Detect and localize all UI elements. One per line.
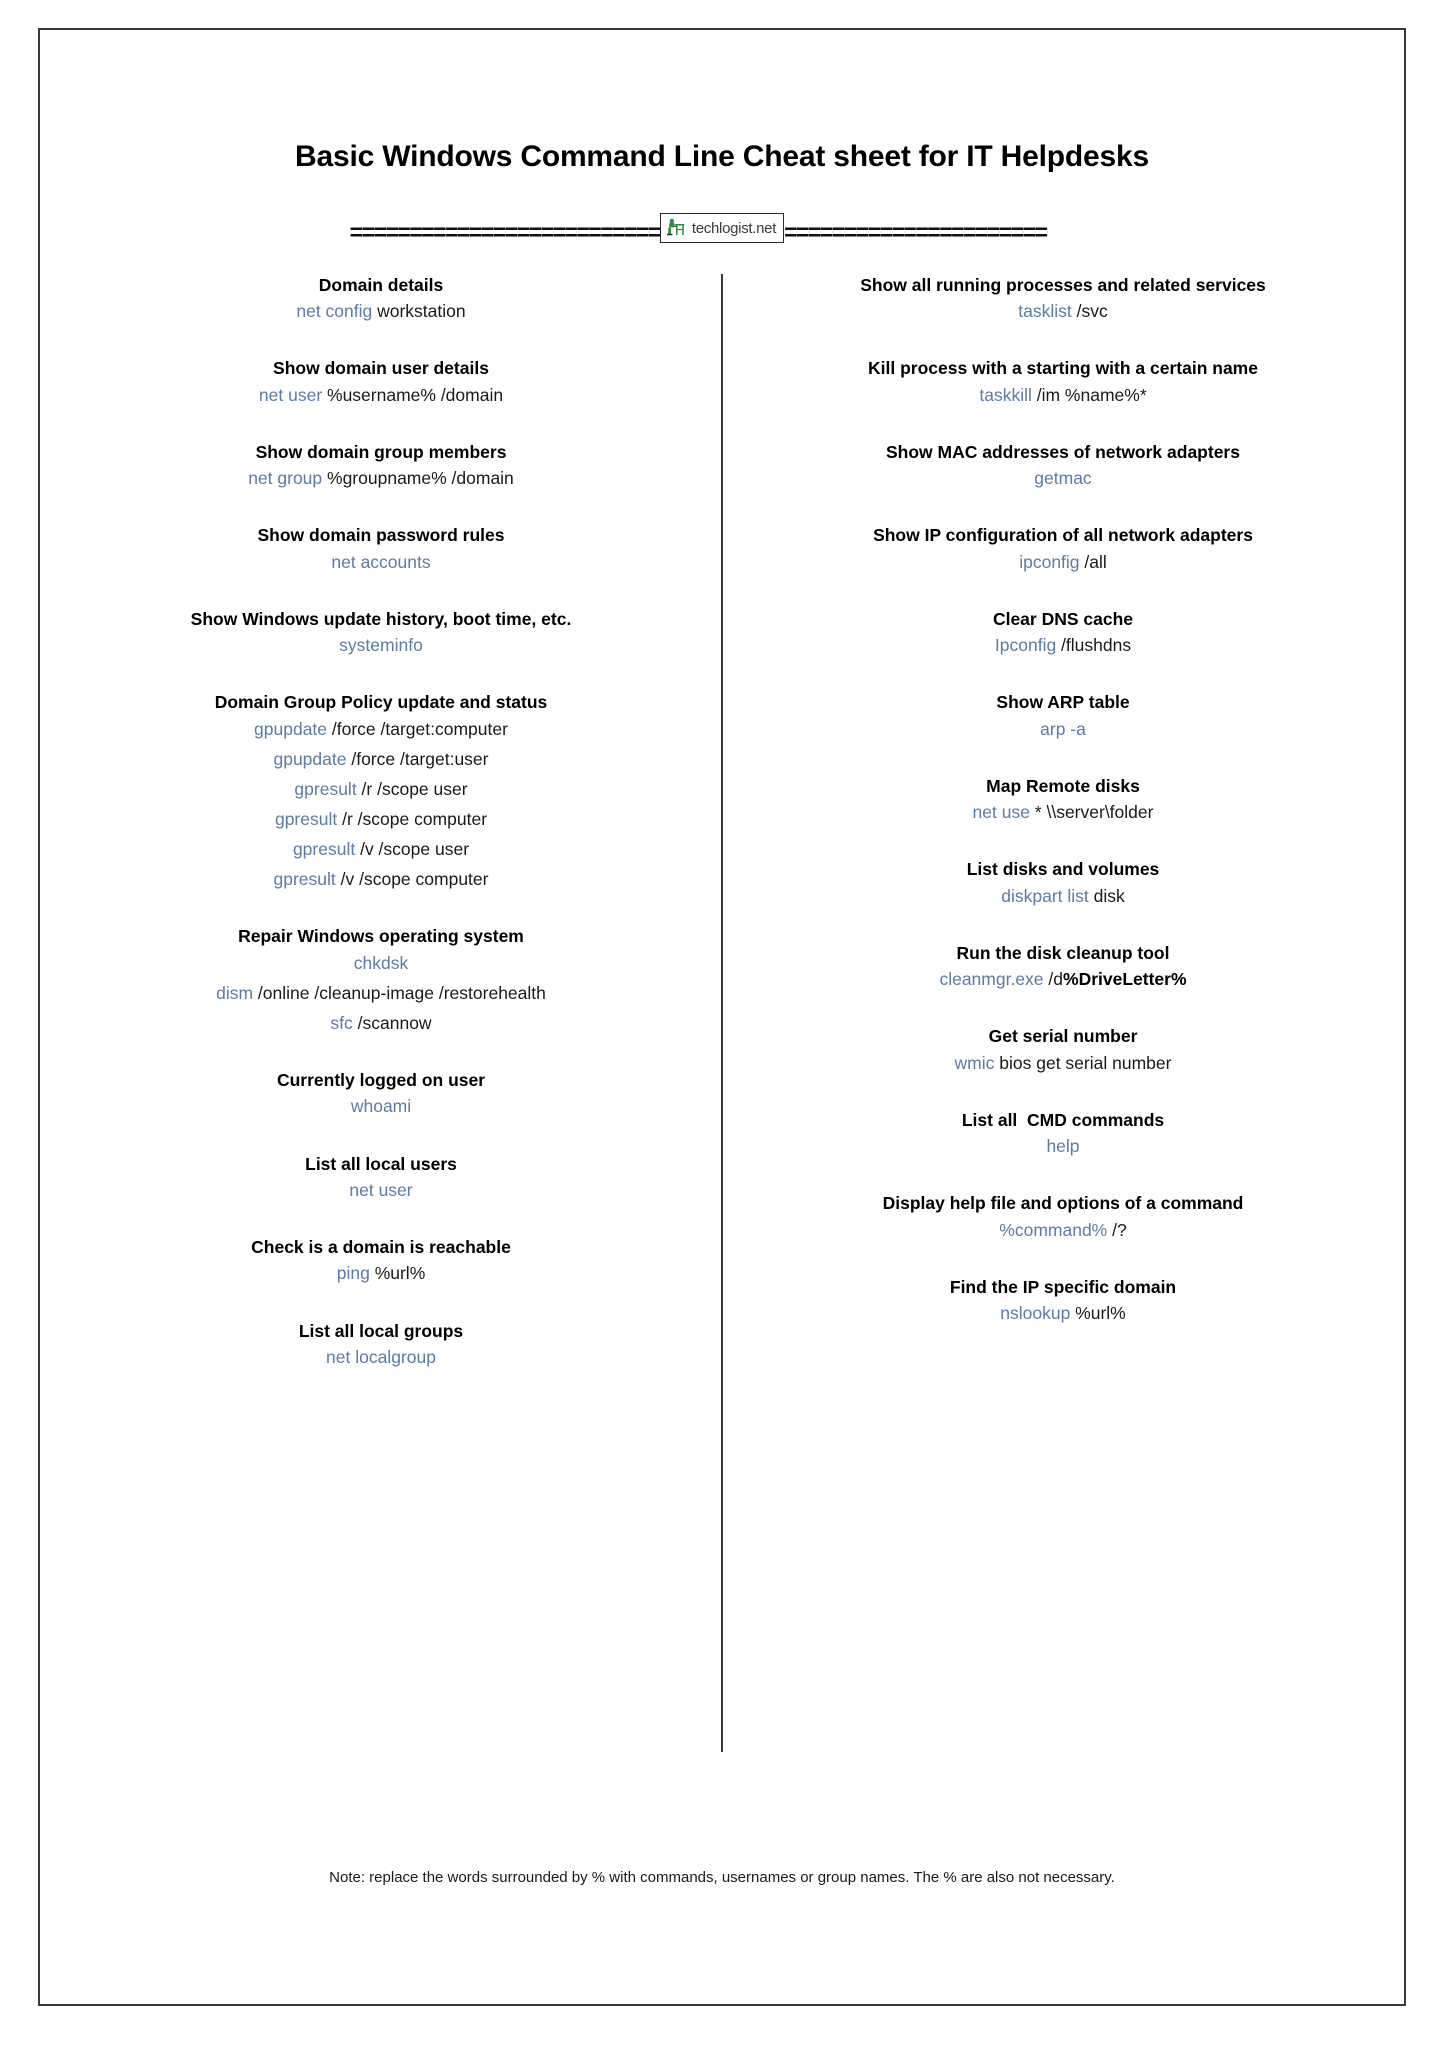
command-keyword: net use: [972, 802, 1030, 823]
entry-title: Show domain group members: [255, 441, 507, 462]
command-entry: [748, 858, 1378, 910]
command-entry: [66, 357, 696, 409]
command-line: [66, 296, 696, 326]
command-entry: [748, 1109, 1378, 1161]
entry-title: List all local users: [305, 1153, 457, 1174]
command-entry: [748, 524, 1378, 576]
entry-title: Run the disk cleanup tool: [956, 942, 1170, 963]
command-line: [66, 714, 696, 744]
command-args: disk: [1088, 885, 1125, 906]
command-keyword: gpresult: [274, 809, 338, 830]
command-keyword: wmic: [954, 1052, 995, 1073]
command-entry: [66, 274, 696, 326]
command-line: [66, 463, 696, 493]
command-args: /r /scope computer: [337, 809, 488, 830]
entry-title: Map Remote disks: [986, 775, 1140, 796]
logo-band: [40, 212, 1404, 244]
command-line: [66, 1008, 696, 1038]
command-args: /online /cleanup-image /restorehealth: [253, 982, 546, 1003]
command-line: [66, 630, 696, 660]
command-keyword: gpupdate: [273, 748, 347, 769]
command-line: [66, 1091, 696, 1121]
command-args: /force /target:user: [346, 748, 489, 769]
command-line: [66, 864, 696, 894]
command-entry: [66, 608, 696, 660]
command-entry: [66, 1320, 696, 1372]
command-entry: [66, 1236, 696, 1288]
command-keyword: net user: [349, 1179, 413, 1200]
entry-title: Show Windows update history, boot time, etc.: [190, 608, 572, 629]
command-args: /im %name%*: [1031, 384, 1147, 405]
command-entry: [748, 274, 1378, 326]
command-entry: [748, 775, 1378, 827]
entry-title: Domain Group Policy update and status: [214, 692, 548, 713]
logo-text: techlogist.net: [691, 219, 777, 237]
command-line: [748, 1298, 1378, 1328]
entry-title: List all local groups: [298, 1320, 464, 1341]
command-line: [748, 1215, 1378, 1245]
command-args: /force /target:computer: [327, 718, 508, 739]
command-keyword: %command%: [999, 1219, 1108, 1240]
command-entry: [66, 691, 696, 894]
page-title: Basic Windows Command Line Cheat sheet for IT Helpdesks: [295, 140, 1149, 173]
command-keyword: diskpart list: [1001, 885, 1089, 906]
command-line: [748, 1131, 1378, 1161]
command-line: [66, 1175, 696, 1205]
command-line: [748, 296, 1378, 326]
command-args: /v /scope user: [355, 839, 470, 860]
entry-title: Repair Windows operating system: [238, 926, 524, 947]
command-keyword: net group: [248, 468, 323, 489]
command-keyword: net localgroup: [326, 1346, 436, 1367]
command-args: bios get serial number: [994, 1052, 1172, 1073]
entry-title: Kill process with a starting with a certain name: [868, 358, 1258, 379]
command-args: /d: [1043, 969, 1064, 990]
command-entry: [748, 942, 1378, 994]
command-keyword: sfc: [330, 1012, 353, 1033]
command-line: [66, 547, 696, 577]
entry-title: Clear DNS cache: [992, 608, 1134, 629]
command-line: [748, 547, 1378, 577]
entry-title: Check is a domain is reachable: [251, 1237, 511, 1258]
command-entry: [748, 691, 1378, 743]
cheat-sheet-page: [38, 28, 1406, 2006]
command-args: %url%: [369, 1263, 426, 1284]
command-keyword: systeminfo: [339, 635, 423, 656]
command-placeholder: %DriveLetter%: [1063, 969, 1187, 990]
command-entry: [66, 1069, 696, 1121]
command-keyword: help: [1046, 1136, 1080, 1157]
command-keyword: whoami: [350, 1096, 412, 1117]
command-args: %groupname% /domain: [322, 468, 514, 489]
command-line: [748, 881, 1378, 911]
command-line: [66, 774, 696, 804]
command-keyword: nslookup: [1000, 1303, 1071, 1324]
footer-note: Note: replace the words surrounded by % with commands, usernames or group names. The % are also not necessary.: [329, 1869, 1115, 1886]
command-keyword: net user: [258, 384, 323, 405]
command-line: [748, 964, 1378, 994]
command-keyword: getmac: [1034, 468, 1092, 489]
entry-title: Find the IP specific domain: [949, 1276, 1177, 1297]
command-line: [748, 380, 1378, 410]
command-entry: [748, 1025, 1378, 1077]
command-keyword: net config: [296, 301, 373, 322]
entry-title: Currently logged on user: [276, 1070, 486, 1091]
command-keyword: gpresult: [292, 839, 356, 860]
command-keyword: gpresult: [294, 779, 357, 799]
entry-title: Show MAC addresses of network adapters: [886, 441, 1240, 462]
entry-title: Show ARP table: [996, 692, 1130, 713]
command-entry: [748, 357, 1378, 409]
entry-title: Display help file and options of a command: [882, 1193, 1244, 1214]
right-column: [722, 274, 1404, 1752]
left-column: [40, 274, 722, 1752]
command-keyword: cleanmgr.exe: [939, 969, 1044, 990]
command-line: [748, 1048, 1378, 1078]
command-args: %username% /domain: [322, 384, 504, 405]
command-keyword: net accounts: [331, 551, 431, 572]
command-args: /flushdns: [1056, 635, 1132, 656]
command-line: [748, 714, 1378, 744]
command-entry: [748, 608, 1378, 660]
command-keyword: gpresult: [273, 869, 336, 890]
command-args: /scannow: [352, 1012, 432, 1033]
command-keyword: taskkill: [979, 384, 1032, 405]
entry-title: Show all running processes and related services: [860, 275, 1266, 295]
command-args: /all: [1079, 551, 1107, 572]
command-line: [748, 797, 1378, 827]
command-args: /svc: [1071, 301, 1108, 322]
command-line: [748, 463, 1378, 493]
command-args: /r /scope user: [356, 779, 468, 799]
command-keyword: arp -a: [1040, 718, 1086, 739]
command-args: /?: [1107, 1219, 1127, 1240]
command-columns: [40, 274, 1404, 1752]
command-args: /v /scope computer: [335, 869, 489, 890]
command-line: [66, 978, 696, 1008]
command-args: %url%: [1070, 1303, 1126, 1324]
separator-left: ==========================: [349, 218, 660, 245]
separator-right: ======================: [784, 218, 1047, 245]
command-keyword: ping: [336, 1263, 370, 1284]
command-entry: [66, 524, 696, 576]
command-args: workstation: [372, 301, 466, 322]
command-entry: [66, 925, 696, 1038]
entry-title: List all CMD commands: [961, 1109, 1165, 1130]
command-line: [66, 804, 696, 834]
command-line: [66, 1342, 696, 1372]
command-keyword: ipconfig: [1019, 551, 1080, 572]
techlogist-logo: [660, 213, 784, 243]
entry-title: List disks and volumes: [966, 859, 1160, 880]
command-keyword: Ipconfig: [994, 635, 1057, 656]
command-line: [66, 948, 696, 978]
entry-title: Show domain password rules: [257, 525, 505, 546]
entry-title: Show IP configuration of all network adapters: [873, 525, 1253, 546]
command-line: [66, 1258, 696, 1288]
command-entry: [748, 441, 1378, 493]
command-entry: [66, 1153, 696, 1205]
command-keyword: dism: [216, 982, 254, 1003]
command-entry: [66, 441, 696, 493]
entry-title: Show domain user details: [273, 358, 489, 379]
command-line: [66, 380, 696, 410]
column-divider: [721, 274, 723, 1752]
command-keyword: tasklist: [1018, 301, 1072, 322]
command-keyword: gpupdate: [254, 718, 328, 739]
entry-title: Domain details: [318, 275, 444, 295]
command-line: [748, 630, 1378, 660]
command-line: [66, 834, 696, 864]
person-at-desk-icon: [665, 217, 687, 239]
entry-title: Get serial number: [988, 1026, 1138, 1047]
command-entry: [748, 1276, 1378, 1328]
command-args: * \\server\folder: [1029, 802, 1154, 823]
command-line: [66, 744, 696, 774]
command-keyword: chkdsk: [353, 952, 409, 973]
command-entry: [748, 1192, 1378, 1244]
